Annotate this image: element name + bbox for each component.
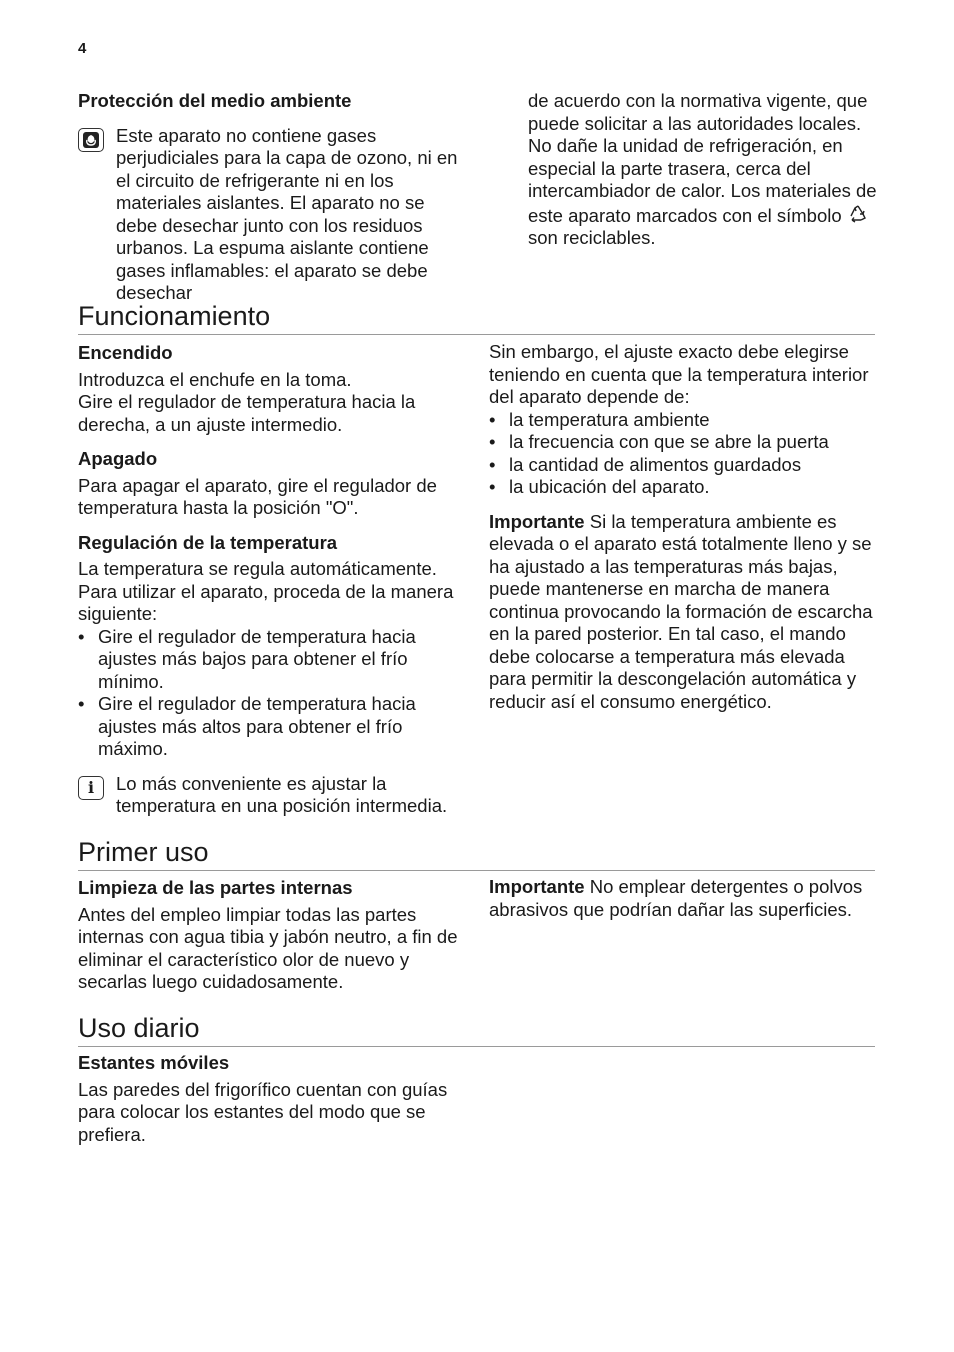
regulacion-intro: La temperatura se regula automáticamente. Para utilizar el aparato, proceda de la manera siguiente:	[78, 558, 454, 624]
bullet-text: la cantidad de alimentos guardados	[509, 453, 802, 475]
important-paragraph	[489, 511, 879, 714]
estantes-heading: Estantes móviles	[78, 1052, 230, 1073]
environment-heading: Protección del medio ambiente	[78, 90, 352, 111]
environment-icon	[78, 128, 104, 152]
recycle-icon	[847, 203, 869, 225]
section-title-primer-uso: Primer uso	[78, 836, 875, 871]
primer-uso-important	[489, 876, 879, 921]
right-intro: Sin embargo, el ajuste exacto debe elegirse teniendo en cuenta que la temperatura interior del aparato depende de:	[489, 341, 869, 407]
environment-note	[78, 125, 468, 305]
apagado-heading: Apagado	[78, 448, 158, 469]
info-note	[78, 773, 468, 818]
funcionamiento-right-column	[489, 341, 879, 713]
environment-continuation-text	[528, 90, 878, 250]
funcionamiento-left-column	[78, 342, 468, 818]
environment-text: Este aparato no contiene gases perjudiciales para la capa de ozono, ni en el circuito de refrigerante ni en los materiales aislantes. El aparato no se debe desechar junto con los residuos urbanos. La espuma aislante contiene gases inflamables: el aparato se debe desechar	[116, 124, 458, 303]
important-text: Si la temperatura ambiente es elevada o el aparato está totalmente lleno y se ha ajustado a las temperaturas más bajas, puede mantenerse en marcha de manera continua provocando la formación de escarcha en la pared posterior. En tal caso, el mando debe colocarse a temperatura más elevada para permitir la descongelación automática y reducir así el consumo energético.	[489, 510, 873, 712]
environment-continuation	[528, 90, 878, 250]
apagado-text: Para apagar el aparato, gire el regulador de temperatura hasta la posición "O".	[78, 474, 437, 518]
list-item: • Gire el regulador de temperatura hacia ajustes más altos para obtener el frío máximo.	[78, 693, 416, 759]
info-note-text: Lo más conveniente es ajustar la temperatura en una posición intermedia.	[116, 772, 448, 816]
limpieza-text: Antes del empleo limpiar todas las partes internas con agua tibia y jabón neutro, a fin de eliminar el característico olor de nuevo y secarlas luego cuidadosamente.	[78, 903, 458, 992]
bullet-text: la temperatura ambiente	[509, 408, 710, 430]
bullet-text: la frecuencia con que se abre la puerta	[509, 431, 829, 452]
environment-continuation-end: son reciclables.	[528, 227, 656, 248]
environment-section	[78, 90, 468, 305]
section-title-uso-diario: Uso diario	[78, 1012, 875, 1047]
estantes-text: Las paredes del frigorífico cuentan con guías para colocar los estantes del modo que se prefiera.	[78, 1078, 448, 1145]
list-item: • la cantidad de alimentos guardados	[489, 453, 802, 475]
primer-uso-left-column	[78, 877, 468, 994]
regulacion-bullets	[78, 626, 468, 761]
section-title-funcionamiento: Funcionamiento	[78, 300, 875, 335]
uso-diario-left-column	[78, 1052, 468, 1146]
important-label: Importante	[489, 510, 585, 532]
list-item: • la ubicación del aparato.	[489, 476, 710, 497]
important-label: Importante	[489, 876, 585, 897]
important-text: No emplear detergentes o polvos abrasivos que podrían dañar las superficies.	[489, 876, 863, 920]
list-item: • Gire el regulador de temperatura hacia ajustes más bajos para obtener el frío mínimo.	[78, 625, 416, 692]
page-number: 4	[78, 40, 87, 57]
encendido-line-2: Gire el regulador de temperatura hacia la derecha, a un ajuste intermedio.	[78, 391, 416, 435]
environment-continuation-body: de acuerdo con la normativa vigente, que puede solicitar a las autoridades locales. No dañe la unidad de refrigeración, en especial la parte trasera, cerca del intercambiador de calor. Los materiales de este aparato marcados con el símbolo	[528, 90, 877, 226]
bullet-text: Gire el regulador de temperatura hacia ajustes más altos para obtener el frío máximo.	[98, 693, 416, 759]
limpieza-heading: Limpieza de las partes internas	[78, 877, 353, 898]
info-icon: i	[78, 776, 104, 800]
right-bullets	[489, 409, 879, 499]
list-item: • la frecuencia con que se abre la puerta	[489, 431, 829, 452]
list-item: • la temperatura ambiente	[489, 408, 710, 430]
bullet-text: la ubicación del aparato.	[509, 476, 710, 497]
regulacion-heading: Regulación de la temperatura	[78, 531, 338, 553]
encendido-line-1: Introduzca el enchufe en la toma.	[78, 368, 352, 390]
bullet-text: Gire el regulador de temperatura hacia ajustes más bajos para obtener el frío mínimo.	[98, 625, 416, 692]
encendido-heading: Encendido	[78, 342, 173, 363]
primer-uso-right-column	[489, 876, 879, 921]
